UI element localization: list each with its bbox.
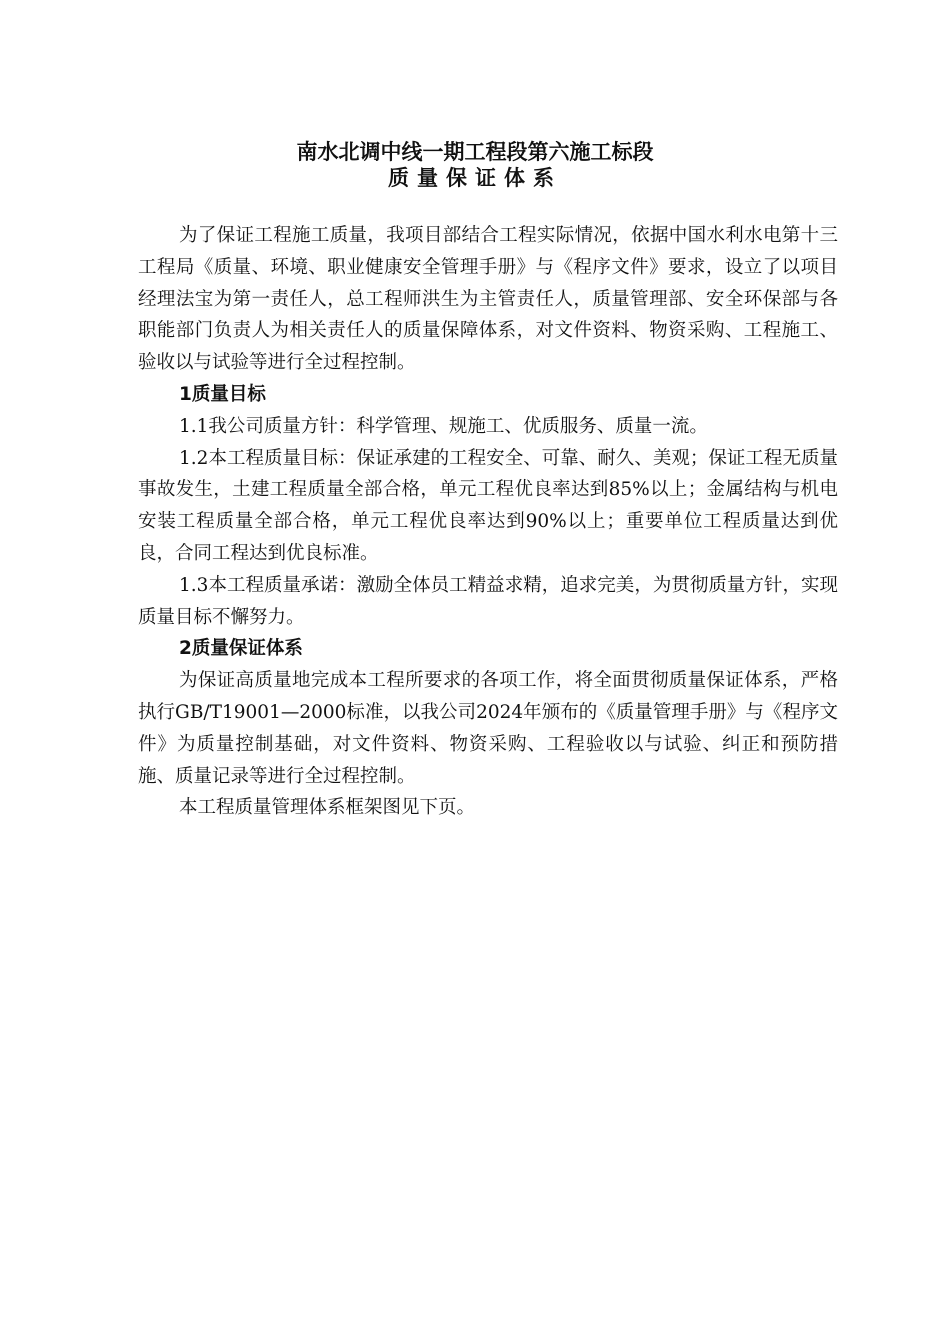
paragraph-quality-targets: 1.2本工程质量目标：保证承建的工程安全、可靠、耐久、美观；保证工程无质量事故发生，土建工程质量全部合格，单元工程优良率达到85%以上；金属结构与机电安装工程质量全部合格，单元工程优良率达到90%以上；重要单位工程质量达到优良，合同工程达到优良标准。 — [138, 447, 838, 564]
document-subtitle: 质量保证体系 — [388, 166, 562, 190]
paragraph-framework-note: 本工程质量管理体系框架图见下页。 — [179, 797, 476, 819]
document-title: 南水北调中线一期工程段第六施工标段 — [296, 140, 654, 164]
document-body — [138, 220, 838, 824]
section-heading-quality-goals: 1质量目标 — [179, 383, 266, 405]
intro-paragraph: 为了保证工程施工质量，我项目部结合工程实际情况，依据中国水利水电第十三工程局《质量、环境、职业健康安全管理手册》与《程序文件》要求，设立了以项目经理法宝为第一责任人，总工程师洪生为主管责任人，质量管理部、安全环保部与各职能部门负责人为相关责任人的质量保障体系，对文件资料、物资采购、工程施工、验收以与试验等进行全过程控制。 — [138, 225, 838, 374]
paragraph-quality-policy: 1.1我公司质量方针：科学管理、规施工、优质服务、质量一流。 — [179, 415, 708, 437]
paragraph-assurance-system: 为保证高质量地完成本工程所要求的各项工作，将全面贯彻质量保证体系，严格执行GB/T19001—2000标准，以我公司2024年颁布的《质量管理手册》与《程序文件》为质量控制基础，对文件资料、物资采购、工程验收以与试验、纠正和预防措施、质量记录等进行全过程控制。 — [138, 670, 838, 787]
paragraph-quality-commitment: 1.3本工程质量承诺：激励全体员工精益求精，追求完美，为贯彻质量方针，实现质量目标不懈努力。 — [138, 574, 838, 628]
section-heading-quality-assurance-system: 2质量保证体系 — [179, 638, 303, 660]
